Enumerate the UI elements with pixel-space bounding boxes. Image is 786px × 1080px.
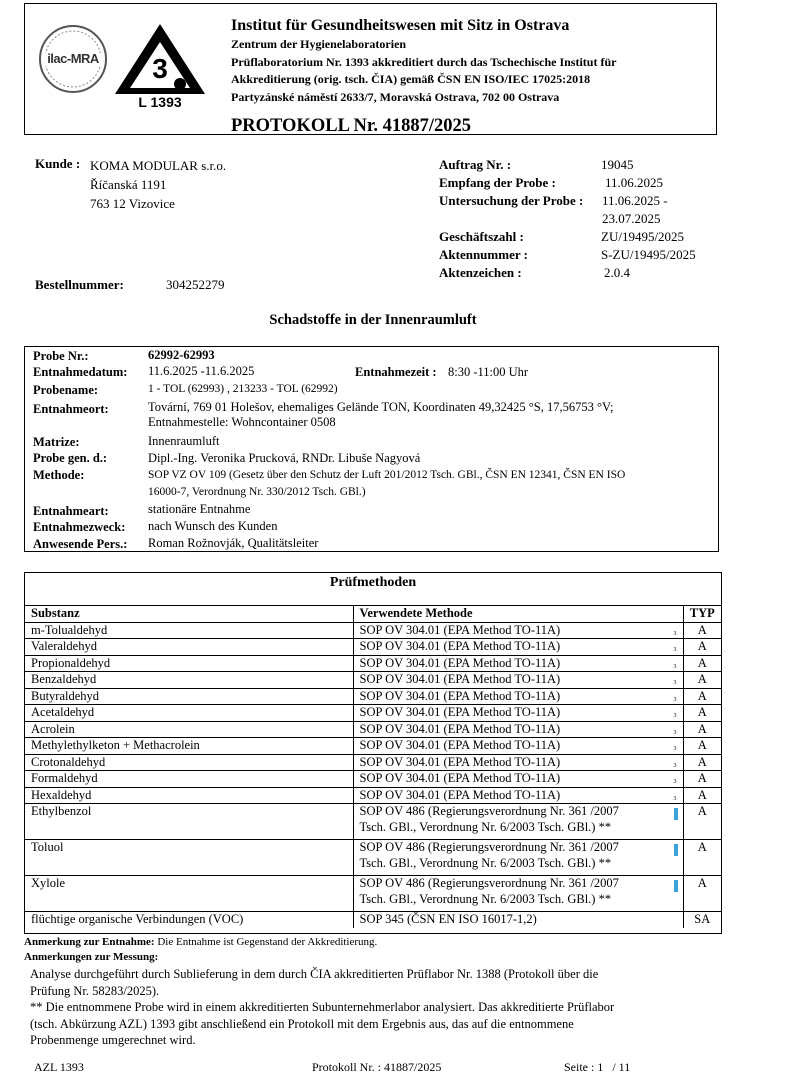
- footer-protocol: Protokoll Nr. : 41887/2025: [312, 1060, 442, 1074]
- probe-box: [24, 346, 719, 552]
- measurement-notes-label: Anmerkungen zur Messung:: [24, 951, 159, 963]
- typ-cell: A: [683, 754, 721, 771]
- method-cell: [353, 738, 683, 755]
- order-info-value: 11.06.2025: [605, 175, 664, 190]
- table-row: [25, 622, 721, 639]
- present-persons-value: Roman Rožnovják, Qualitätsleiter: [148, 536, 319, 550]
- footer-lab: AZL 1393: [34, 1060, 84, 1074]
- column-header: TYP: [683, 606, 721, 623]
- method-text: SOP OV 486 (Regierungsverordnung Nr. 361 /2007: [359, 804, 619, 818]
- table-row: [25, 705, 721, 722]
- note-line: (tsch. Abkürzung AZL) 1393 gibt anschließend ein Protokoll mit dem Ergebnis aus, das auf die entnommene: [30, 1016, 574, 1031]
- footnote-mark: 3: [673, 647, 677, 653]
- method-label: Methode:: [33, 468, 85, 482]
- method-text: Tsch. GBl., Verordnung Nr. 6/2003 Tsch. GBl.) **: [359, 819, 612, 834]
- typ-cell: A: [683, 787, 721, 804]
- probe-nr-label: Probe Nr.:: [33, 349, 89, 363]
- method-cell: [353, 672, 683, 689]
- sampling-place-line: Entnahmestelle: Wohncontainer 0508: [148, 415, 336, 429]
- method-cell: [353, 912, 683, 928]
- ilac-logo-text: ilac-MRA: [47, 51, 99, 66]
- customer-city: 763 12 Vizovice: [90, 196, 175, 211]
- methods-box: [24, 572, 722, 934]
- table-row: [25, 655, 721, 672]
- footnote-mark: 3: [673, 729, 677, 736]
- order-info-label: Untersuchung der Probe :: [439, 193, 584, 208]
- substance-cell: Hexaldehyd: [25, 787, 353, 804]
- table-row: [25, 787, 721, 804]
- footnote-mark: 3: [673, 779, 677, 785]
- order-info-value: 11.06.2025 -: [602, 193, 668, 208]
- method-text: SOP OV 304.01 (EPA Method TO-11A): [359, 771, 561, 785]
- order-info-value: 19045: [601, 157, 634, 172]
- method-cell: [353, 876, 683, 912]
- substance-cell: Toluol: [25, 840, 353, 876]
- typ-cell: A: [683, 688, 721, 705]
- order-info-label: Auftrag Nr. :: [439, 157, 512, 172]
- present-persons-label: Anwesende Pers.:: [33, 537, 128, 551]
- accreditation-line-1: Prüflaboratorium Nr. 1393 akkreditiert durch das Tschechische Institut für: [231, 54, 617, 69]
- customer-label: Kunde :: [35, 156, 81, 171]
- order-info-value: 2.0.4: [604, 265, 630, 280]
- customer-address: [90, 156, 226, 213]
- substance-cell: Formaldehyd: [25, 771, 353, 788]
- highlight-marker: [674, 880, 678, 892]
- method-text: SOP OV 304.01 (EPA Method TO-11A): [359, 754, 561, 769]
- sampling-place-label: Entnahmeort:: [33, 402, 109, 416]
- order-info-label: [439, 210, 602, 228]
- sampling-date-value: 11.6.2025 -11.6.2025: [148, 364, 255, 378]
- substance-cell: Acrolein: [25, 721, 353, 738]
- method-text: Tsch. GBl., Verordnung Nr. 6/2003 Tsch. GBl.) **: [359, 891, 612, 906]
- order-info-value: 23.07.2025: [602, 211, 661, 226]
- method-line: SOP VZ OV 109 (Gesetz über den Schutz der Luft 201/2012 Tsch. GBl., ČSN EN 12341, ČSN EN ISO: [148, 469, 626, 481]
- customer-name: KOMA MODULAR s.r.o.: [90, 158, 227, 173]
- footnote-mark: 3: [673, 713, 677, 719]
- typ-cell: A: [683, 622, 721, 639]
- highlight-marker: [674, 844, 678, 856]
- probe-nr-value: 62992-62993: [148, 348, 215, 362]
- method-text: SOP OV 304.01 (EPA Method TO-11A): [359, 705, 561, 719]
- substance-cell: Ethylbenzol: [25, 804, 353, 840]
- institute-address: Partyzánské náměstí 2633/7, Moravská Ostrava, 702 00 Ostrava: [231, 89, 560, 104]
- methods-title: Prüfmethoden: [329, 575, 417, 590]
- table-row: [25, 721, 721, 738]
- table-header-row: [25, 606, 721, 623]
- method-text: SOP 345 (ČSN EN ISO 16017-1,2): [359, 912, 537, 926]
- method-text: SOP OV 304.01 (EPA Method TO-11A): [359, 738, 561, 752]
- order-info-label: Geschäftszahl :: [439, 229, 524, 244]
- method-cell: [353, 655, 683, 672]
- table-row: [25, 840, 721, 876]
- typ-cell: A: [683, 721, 721, 738]
- method-cell: [353, 721, 683, 738]
- method-text: SOP OV 304.01 (EPA Method TO-11A): [359, 622, 561, 637]
- column-header: Verwendete Methode: [353, 606, 683, 623]
- note-line: ** Die entnommene Probe wird in einem akkreditierten Subunternehmerlabor analysiert. Das akkreditierte Prüflabor: [30, 1000, 615, 1014]
- sampling-type-value: stationäre Entnahme: [148, 502, 251, 516]
- typ-cell: A: [683, 804, 721, 840]
- footnote-mark: 3: [673, 680, 677, 686]
- substance-cell: Methylethylketon + Methacrolein: [25, 738, 353, 755]
- typ-cell: SA: [683, 912, 721, 928]
- header-text: [231, 16, 616, 106]
- center-name: Zentrum der Hygienelaboratorien: [231, 37, 407, 51]
- typ-cell: A: [683, 672, 721, 689]
- substance-cell: Propionaldehyd: [25, 655, 353, 672]
- table-row: [25, 771, 721, 788]
- sampled-by-label: Probe gen. d.:: [33, 451, 108, 465]
- sampling-time-value: 8:30 -11:00 Uhr: [448, 365, 529, 379]
- footnote-mark: 3: [673, 746, 677, 752]
- footnote-mark: 3: [673, 795, 677, 802]
- method-cell: [353, 754, 683, 771]
- order-info-label: Aktennummer :: [439, 247, 528, 262]
- method-line: 16000-7, Verordnung Nr. 330/2012 Tsch. GBl.): [148, 486, 366, 498]
- method-text: SOP OV 486 (Regierungsverordnung Nr. 361 /2007: [359, 840, 619, 854]
- order-info-label: Empfang der Probe :: [439, 175, 556, 190]
- highlight-marker: [674, 808, 678, 820]
- method-text: SOP OV 304.01 (EPA Method TO-11A): [359, 787, 561, 802]
- typ-cell: A: [683, 705, 721, 722]
- method-text: SOP OV 304.01 (EPA Method TO-11A): [359, 688, 561, 703]
- sampling-date-label: Entnahmedatum:: [33, 365, 128, 379]
- probe-name-value: 1 - TOL (62993) , 213233 - TOL (62992): [148, 383, 338, 395]
- typ-cell: A: [683, 655, 721, 672]
- method-text: SOP OV 304.01 (EPA Method TO-11A): [359, 655, 561, 670]
- method-cell: [353, 771, 683, 788]
- protocol-title: PROTOKOLL Nr. 41887/2025: [231, 116, 472, 136]
- svg-text:3: 3: [152, 53, 168, 84]
- method-cell: [353, 639, 683, 656]
- typ-cell: A: [683, 771, 721, 788]
- substance-cell: Acetaldehyd: [25, 705, 353, 722]
- method-cell: [353, 688, 683, 705]
- table-row: [25, 804, 721, 840]
- order-info: [439, 156, 696, 282]
- sampling-purpose-value: nach Wunsch des Kunden: [148, 519, 278, 533]
- probe-name-label: Probename:: [33, 383, 99, 397]
- table-row: [25, 738, 721, 755]
- footnote-mark: 3: [673, 696, 677, 703]
- typ-cell: A: [683, 840, 721, 876]
- substance-cell: Xylole: [25, 876, 353, 912]
- table-row: [25, 639, 721, 656]
- table-row: [25, 688, 721, 705]
- order-number-label: Bestellnummer:: [35, 277, 124, 292]
- method-text: SOP OV 304.01 (EPA Method TO-11A): [359, 721, 561, 736]
- sampling-place-value: [148, 400, 614, 430]
- measurement-notes: [30, 966, 614, 1049]
- column-header: Substanz: [25, 606, 353, 623]
- lab-logo: [110, 20, 210, 112]
- sampled-by-value: Dipl.-Ing. Veronika Prucková, RNDr. Libuše Nagyová: [148, 451, 421, 465]
- substance-cell: Butyraldehyd: [25, 688, 353, 705]
- method-cell: [353, 787, 683, 804]
- method-value: [148, 467, 625, 501]
- method-cell: [353, 804, 683, 840]
- note-line: Probenmenge umgerechnet wird.: [30, 1033, 196, 1047]
- sampling-note-label: Anmerkung zur Entnahme:: [24, 936, 155, 948]
- substance-cell: Valeraldehyd: [25, 639, 353, 656]
- method-cell: [353, 622, 683, 639]
- method-cell: [353, 705, 683, 722]
- sampling-note-text: Die Entnahme ist Gegenstand der Akkreditierung.: [157, 936, 378, 948]
- typ-cell: A: [683, 876, 721, 912]
- typ-cell: A: [683, 738, 721, 755]
- sampling-type-label: Entnahmeart:: [33, 504, 109, 518]
- footnote-mark: 3: [673, 663, 677, 670]
- table-row: [25, 754, 721, 771]
- order-info-value: ZU/19495/2025: [601, 229, 685, 244]
- section-title: Schadstoffe in der Innenraumluft: [269, 312, 477, 328]
- table-row: [25, 876, 721, 912]
- order-number-value: 304252279: [166, 277, 225, 292]
- customer-street: Říčanská 1191: [90, 177, 167, 192]
- method-cell: [353, 840, 683, 876]
- substance-cell: Benzaldehyd: [25, 672, 353, 689]
- method-text: Tsch. GBl., Verordnung Nr. 6/2003 Tsch. GBl.) **: [359, 855, 612, 870]
- footer-page: Seite : 1 / 11: [564, 1060, 631, 1074]
- typ-cell: A: [683, 639, 721, 656]
- methods-table: [25, 605, 721, 928]
- method-text: SOP OV 304.01 (EPA Method TO-11A): [359, 639, 561, 653]
- footnote-mark: 3: [673, 630, 677, 637]
- sampling-note: [24, 936, 377, 948]
- sampling-time-label: Entnahmezeit :: [355, 365, 437, 379]
- lab-logo-number: L 1393: [138, 94, 182, 110]
- order-info-label: Aktenzeichen :: [439, 265, 522, 280]
- table-row: [25, 912, 721, 928]
- order-info-value: S-ZU/19495/2025: [601, 247, 696, 262]
- substance-cell: Crotonaldehyd: [25, 754, 353, 771]
- table-row: [25, 672, 721, 689]
- substance-cell: m-Tolualdehyd: [25, 622, 353, 639]
- sampling-purpose-label: Entnahmezweck:: [33, 520, 126, 534]
- footnote-mark: 3: [673, 762, 677, 769]
- institute-name: Institut für Gesundheitswesen mit Sitz in Ostrava: [231, 17, 570, 34]
- method-text: SOP OV 304.01 (EPA Method TO-11A): [359, 672, 561, 686]
- accreditation-line-2: Akkreditierung (orig. tsch. ČIA) gemäß ČSN EN ISO/IEC 17025:2018: [231, 72, 591, 86]
- ilac-mra-logo: [38, 24, 108, 94]
- substance-cell: flüchtige organische Verbindungen (VOC): [25, 912, 353, 928]
- method-text: SOP OV 486 (Regierungsverordnung Nr. 361 /2007: [359, 876, 619, 890]
- matrix-value: Innenraumluft: [148, 434, 220, 448]
- matrix-label: Matrize:: [33, 435, 80, 449]
- note-line: Prüfung Nr. 58283/2025).: [30, 983, 160, 998]
- sampling-place-line: Tovární, 769 01 Holešov, ehemaliges Gelände TON, Koordinaten 49,32425 °S, 17,56753 °V;: [148, 400, 614, 414]
- note-line: Analyse durchgeführt durch Sublieferung in dem durch ČIA akkreditierten Prüflabor Nr. 1388 (Protokoll über die: [30, 967, 599, 981]
